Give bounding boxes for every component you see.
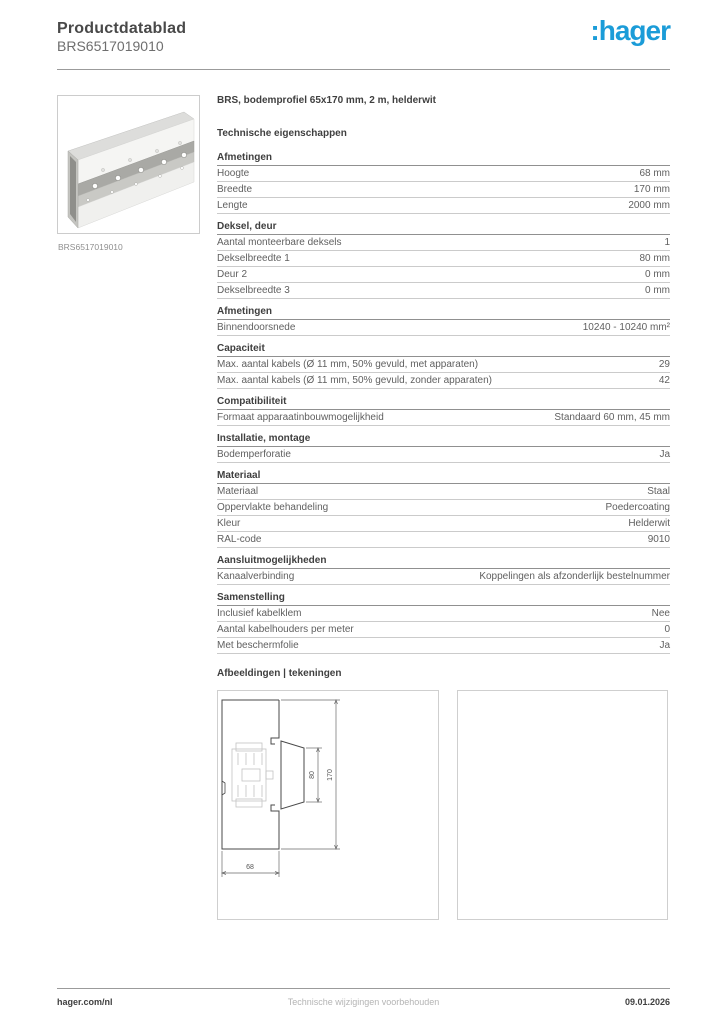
- spec-sections: [217, 152, 670, 654]
- spec-section-title: Deksel, deur: [217, 221, 670, 235]
- spec-label: Lengte: [217, 200, 248, 211]
- drawings-heading: Afbeeldingen | tekeningen: [217, 668, 342, 679]
- spec-value: 10240 - 10240 mm²: [582, 322, 670, 333]
- spec-value: Helderwit: [628, 518, 670, 529]
- spec-label: Deur 2: [217, 269, 248, 280]
- spec-row: [217, 516, 670, 532]
- spec-row: [217, 500, 670, 516]
- product-photo-image: [58, 96, 199, 233]
- spec-section: [217, 152, 670, 214]
- spec-label: Max. aantal kabels (Ø 11 mm, 50% gevuld, met apparaten): [217, 359, 479, 370]
- spec-row: [217, 484, 670, 500]
- hager-logo: :hager: [590, 15, 670, 46]
- spec-section-title: Materiaal: [217, 470, 670, 484]
- spec-section-title: Compatibiliteit: [217, 396, 670, 410]
- spec-section: [217, 221, 670, 299]
- spec-section-title: Aansluitmogelijkheden: [217, 555, 670, 569]
- spec-label: Materiaal: [217, 486, 259, 497]
- spec-value: Ja: [659, 449, 670, 460]
- spec-label: Hoogte: [217, 168, 250, 179]
- spec-label: Met beschermfolie: [217, 640, 299, 651]
- spec-value: 0 mm: [645, 285, 670, 296]
- spec-section: [217, 592, 670, 654]
- spec-label: Breedte: [217, 184, 253, 195]
- spec-value: 68 mm: [639, 168, 670, 179]
- spec-section: [217, 343, 670, 389]
- drawing-placeholder: [457, 690, 668, 920]
- spec-label: RAL-code: [217, 534, 262, 545]
- spec-value: 80 mm: [639, 253, 670, 264]
- spec-value: Staal: [647, 486, 670, 497]
- spec-row: [217, 357, 670, 373]
- spec-value: 170 mm: [633, 184, 670, 195]
- product-photo: [57, 95, 200, 234]
- product-code: BRS6517019010: [57, 38, 164, 54]
- spec-value: 2000 mm: [628, 200, 670, 211]
- spec-row: [217, 622, 670, 638]
- technical-drawing: [217, 690, 439, 920]
- spec-value: 42: [658, 375, 670, 386]
- spec-row: [217, 320, 670, 336]
- spec-row: [217, 251, 670, 267]
- spec-row: [217, 532, 670, 548]
- footer-date: 09.01.2026: [624, 997, 670, 1007]
- footer-website: hager.com/nl: [57, 997, 113, 1007]
- footer-divider: [57, 988, 670, 989]
- spec-row: [217, 235, 670, 251]
- spec-label: Inclusief kabelklem: [217, 608, 302, 619]
- spec-row: [217, 606, 670, 622]
- spec-row: [217, 410, 670, 426]
- spec-section-title: Samenstelling: [217, 592, 670, 606]
- spec-label: Dekselbreedte 3: [217, 285, 290, 296]
- header-divider: [57, 69, 670, 70]
- spec-label: Bodemperforatie: [217, 449, 291, 460]
- spec-label: Kanaalverbinding: [217, 571, 295, 582]
- product-photo-caption: BRS6517019010: [58, 242, 123, 252]
- spec-value: Poedercoating: [605, 502, 670, 513]
- spec-row: [217, 638, 670, 654]
- spec-row: [217, 569, 670, 585]
- spec-label: Binnendoorsnede: [217, 322, 296, 333]
- spec-label: Max. aantal kabels (Ø 11 mm, 50% gevuld, zonder apparaten): [217, 375, 492, 386]
- spec-row: [217, 166, 670, 182]
- spec-value: 9010: [647, 534, 670, 545]
- spec-section: [217, 306, 670, 336]
- product-title: BRS, bodemprofiel 65x170 mm, 2 m, helderwit: [217, 95, 436, 106]
- spec-section-title: Capaciteit: [217, 343, 670, 357]
- footer-disclaimer: Technische wijzigingen voorbehouden: [287, 997, 440, 1007]
- content-column: [217, 95, 670, 920]
- spec-row: [217, 373, 670, 389]
- spec-section: [217, 470, 670, 548]
- spec-value: 0 mm: [645, 269, 670, 280]
- spec-row: [217, 447, 670, 463]
- spec-row: [217, 267, 670, 283]
- dim-label-170: 170: [327, 769, 334, 781]
- spec-value: Ja: [659, 640, 670, 651]
- tech-specs-heading: Technische eigenschappen: [217, 128, 347, 139]
- dim-label-80: 80: [309, 771, 316, 779]
- spec-value: 0: [664, 624, 670, 635]
- spec-value: Nee: [651, 608, 670, 619]
- spec-section-title: Afmetingen: [217, 306, 670, 320]
- spec-value: 29: [658, 359, 670, 370]
- dim-label-68: 68: [246, 864, 254, 871]
- spec-row: [217, 182, 670, 198]
- spec-label: Kleur: [217, 518, 241, 529]
- spec-value: Koppelingen als afzonderlijk bestelnummer: [479, 571, 670, 582]
- spec-value: Standaard 60 mm, 45 mm: [554, 412, 670, 423]
- spec-section: [217, 555, 670, 585]
- spec-section: [217, 433, 670, 463]
- spec-section-title: Installatie, montage: [217, 433, 670, 447]
- spec-row: [217, 283, 670, 299]
- spec-label: Aantal kabelhouders per meter: [217, 624, 354, 635]
- spec-row: [217, 198, 670, 214]
- spec-value: 1: [664, 237, 670, 248]
- spec-label: Aantal monteerbare deksels: [217, 237, 342, 248]
- spec-section: [217, 396, 670, 426]
- spec-label: Formaat apparaatinbouwmogelijkheid: [217, 412, 384, 423]
- spec-section-title: Afmetingen: [217, 152, 670, 166]
- spec-label: Oppervlakte behandeling: [217, 502, 329, 513]
- spec-label: Dekselbreedte 1: [217, 253, 290, 264]
- document-header: [57, 20, 186, 54]
- footer: [57, 997, 670, 1007]
- cross-section-drawing: [218, 691, 438, 919]
- document-title: Productdatablad: [57, 20, 187, 37]
- drawing-boxes: [217, 690, 670, 920]
